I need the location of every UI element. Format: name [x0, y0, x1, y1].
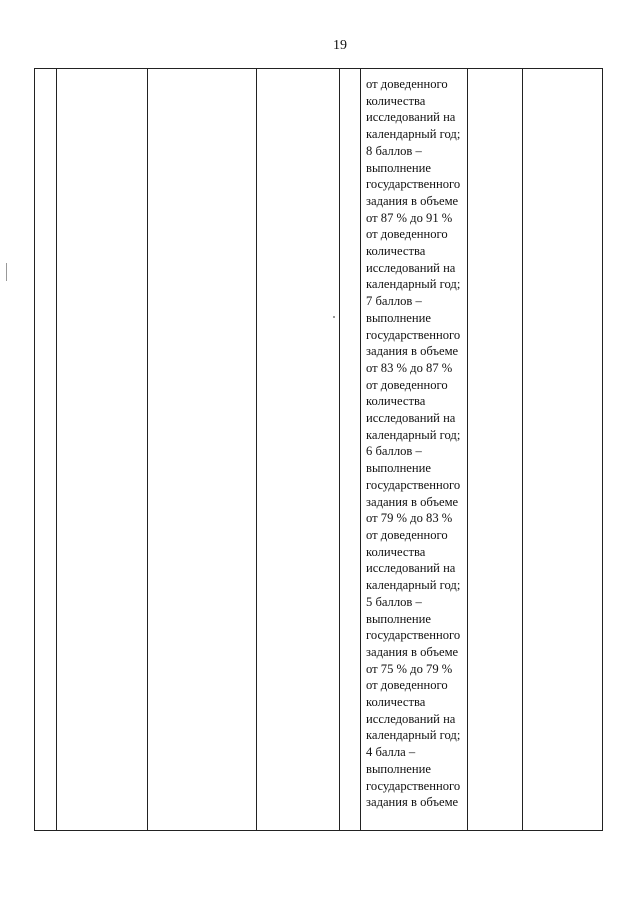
table-column-divider — [339, 69, 340, 830]
table-column-divider — [256, 69, 257, 830]
scan-artifact — [6, 263, 7, 281]
table-column-divider — [56, 69, 57, 830]
table-column-divider — [360, 69, 361, 830]
page-number: 19 — [333, 38, 347, 53]
table-column-divider — [147, 69, 148, 830]
criteria-text-cell: от доведенного количества исследований на календарный год; 8 баллов – выполнение государственного задания в объеме от 87 % до 91 % от доведенного количества исследований на календарный год; 7 баллов – выполнение государственного задания в объеме от 83 % до 87 % от доведенного количества исследований на календарный год; 6 баллов – выполнение государственного задания в объеме от 79 % до 83 % от доведенного количества исследований на календарный год; 5 баллов – выполнение государственного задания в объеме от 75 % до 79 % от доведенного количества исследований на календарный год; 4 балла – выполнение государственного задания в объеме — [366, 77, 461, 810]
table-column-divider — [522, 69, 523, 830]
table-column-divider — [467, 69, 468, 830]
criteria-table — [34, 68, 603, 831]
scan-artifact — [333, 316, 335, 318]
